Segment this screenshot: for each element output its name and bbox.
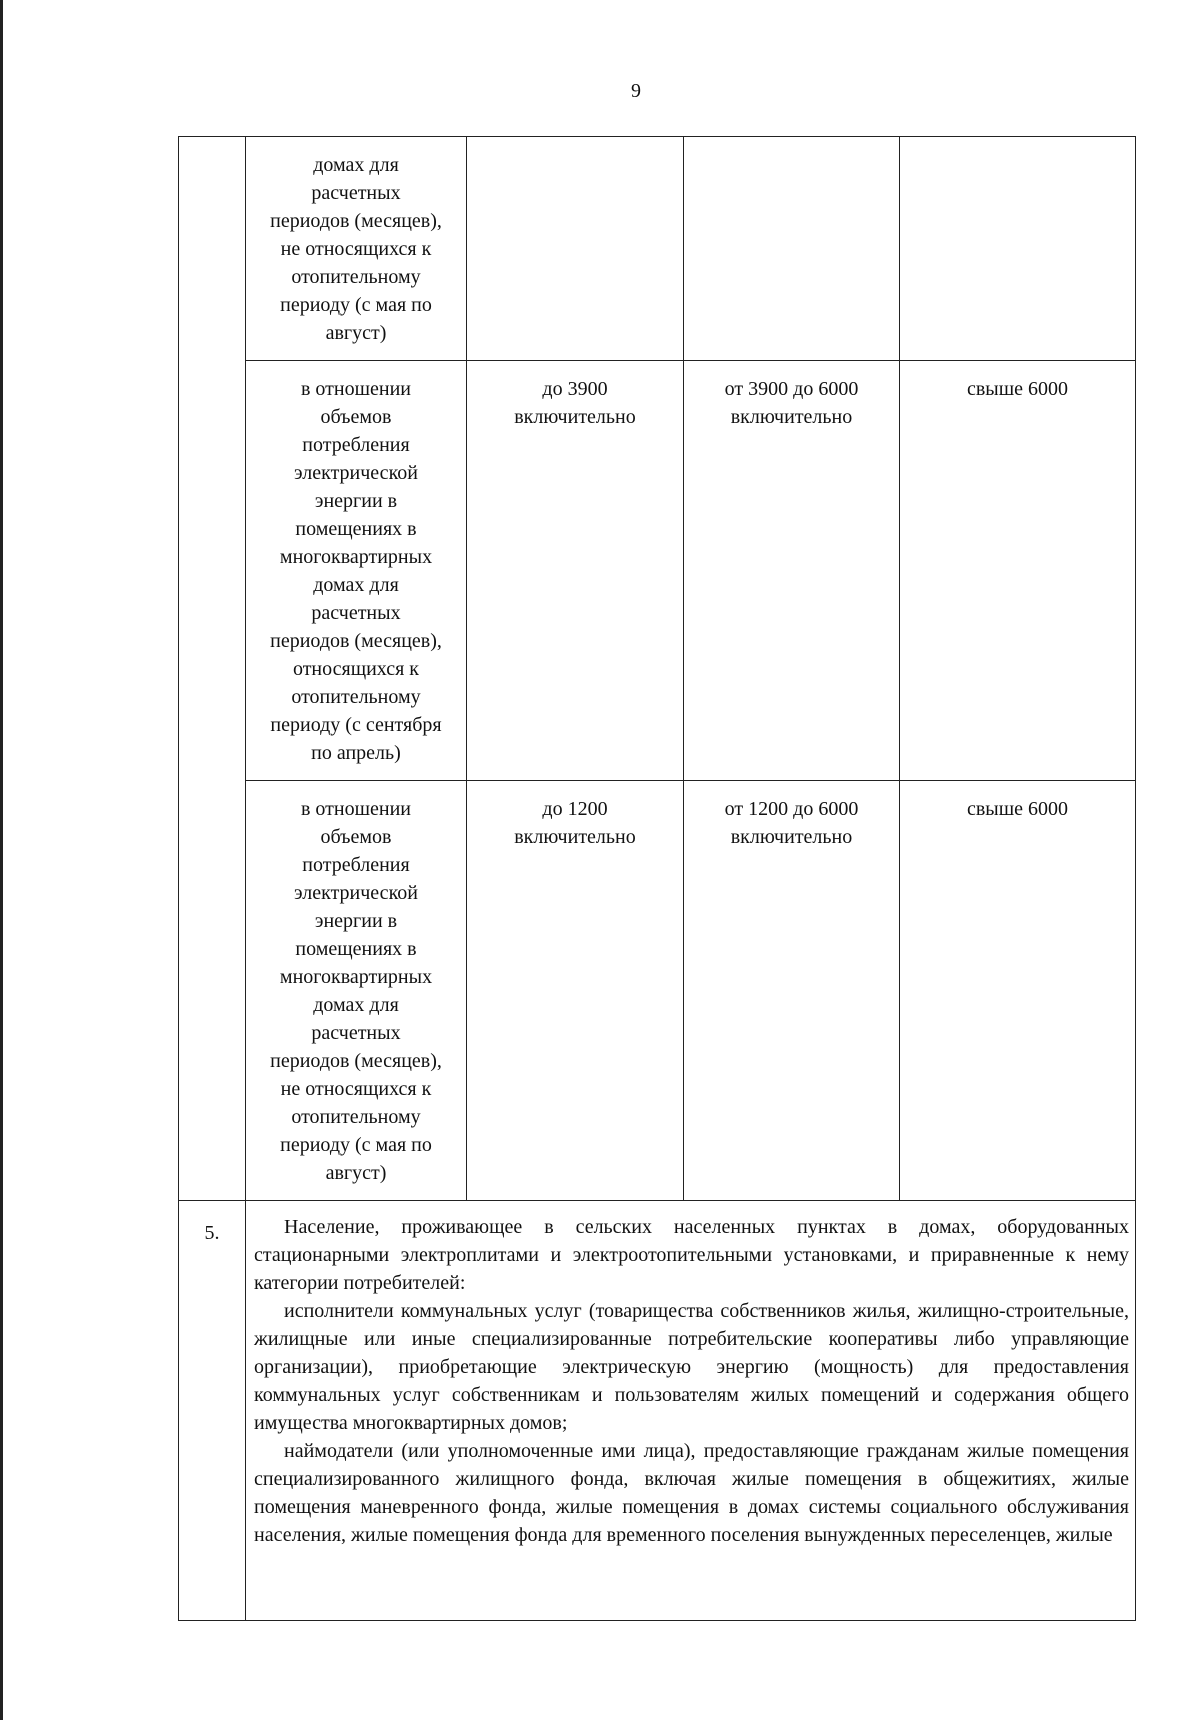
volume-high-value <box>900 781 1135 823</box>
text-line: объемов <box>320 406 392 428</box>
text-line: периоду (с сентября <box>270 714 442 736</box>
text-line: расчетных <box>311 182 401 204</box>
table-row <box>179 1201 1136 1621</box>
text-line: потребления <box>302 854 410 876</box>
text-line: периодов (месяцев), <box>270 1050 442 1072</box>
text-line: помещениях в <box>295 938 417 960</box>
text-line: до 3900 <box>542 378 608 400</box>
text-line: периоду (с мая по <box>280 1134 432 1156</box>
description-cell <box>246 361 467 781</box>
text-line: объемов <box>320 826 392 848</box>
text-line: домах для <box>313 574 399 596</box>
text-line: от 3900 до 6000 <box>724 378 859 400</box>
paragraph: Население, проживающее в сельских населенных пунктах в домах, оборудованных стационарными электроплитами и электроотопительными установками, и приравненные к нему категории потребителей: <box>254 1216 1129 1294</box>
text-line: многоквартирных <box>279 546 433 568</box>
category-description-cell <box>246 1201 1136 1621</box>
text-line: многоквартирных <box>279 966 433 988</box>
text-line: свыше 6000 <box>966 378 1069 400</box>
text-line: включительно <box>730 826 853 848</box>
text-line: энергии в <box>314 910 398 932</box>
volume-high-cell <box>900 361 1136 781</box>
text-line: свыше 6000 <box>966 798 1069 820</box>
text-line: отопительному <box>291 1106 421 1128</box>
scan-edge <box>0 0 3 1720</box>
text-line: электрической <box>294 882 418 904</box>
row-number-cell <box>179 137 246 361</box>
page-number: 9 <box>631 80 641 102</box>
text-line: в отношении <box>300 378 411 400</box>
description-text <box>246 781 466 1193</box>
volume-low-value <box>467 781 683 851</box>
text-line: август) <box>325 322 387 344</box>
text-line: домах для <box>313 154 399 176</box>
volume-low-cell <box>467 361 684 781</box>
description-text <box>246 137 466 353</box>
text-line: в отношении <box>300 798 411 820</box>
row-number-cell <box>179 1201 246 1621</box>
row-number-cell <box>179 781 246 1201</box>
text-line: от 1200 до 6000 <box>724 798 859 820</box>
text-line: расчетных <box>311 602 401 624</box>
description-cell <box>246 781 467 1201</box>
volume-low-cell <box>467 137 684 361</box>
description-text <box>246 361 466 773</box>
text-line: периодов (месяцев), <box>270 630 442 652</box>
volume-mid-cell <box>684 137 900 361</box>
text-line: домах для <box>313 994 399 1016</box>
text-line: по апрель) <box>311 742 401 764</box>
text-line: относящихся к <box>292 658 420 680</box>
row-number: 5. <box>204 1222 220 1244</box>
volume-mid-cell <box>684 781 900 1201</box>
volume-low-cell <box>467 781 684 1201</box>
text-line: помещениях в <box>295 518 417 540</box>
text-line: отопительному <box>291 266 421 288</box>
volume-low-value <box>467 361 683 431</box>
text-line: до 1200 <box>542 798 608 820</box>
volume-high-cell <box>900 137 1136 361</box>
text-line: расчетных <box>311 1022 401 1044</box>
description-cell <box>246 137 467 361</box>
table-row <box>179 781 1136 1201</box>
volume-high-cell <box>900 781 1136 1201</box>
text-line: включительно <box>514 406 636 428</box>
text-line: включительно <box>514 826 636 848</box>
text-line: периоду (с мая по <box>280 294 432 316</box>
volume-mid-value <box>684 781 899 851</box>
volume-high-value <box>900 361 1135 403</box>
paragraph: исполнители коммунальных услуг (товарищества собственников жилья, жилищно-строительные, жилищные или иные специализированные потребительские кооперативы либо управляющие организации), приобретающие электрическую энергию (мощность) для предоставления коммунальных услуг собственникам и пользователям жилых помещений и содержания общего имущества многоквартирных домов; <box>254 1300 1129 1434</box>
text-line: не относящихся к <box>280 238 432 260</box>
volume-mid-value <box>684 361 899 431</box>
category-description <box>246 1201 1135 1553</box>
text-line: энергии в <box>314 490 398 512</box>
text-line: не относящихся к <box>280 1078 432 1100</box>
volume-mid-cell <box>684 361 900 781</box>
table-row <box>179 361 1136 781</box>
table-row <box>179 137 1136 361</box>
text-line: электрической <box>294 462 418 484</box>
text-line: периодов (месяцев), <box>270 210 442 232</box>
paragraph: наймодатели (или уполномоченные ими лица), предоставляющие гражданам жилые помещения специализированного жилищного фонда, включая жилые помещения в общежитиях, жилые помещения маневренного фонда, жилые помещения в домах системы социального обслуживания населения, жилые помещения фонда для временного поселения вынужденных переселенцев, жилые <box>254 1440 1129 1546</box>
text-line: отопительному <box>291 686 421 708</box>
tariff-table <box>178 136 1136 1621</box>
text-line: потребления <box>302 434 410 456</box>
text-line: включительно <box>730 406 853 428</box>
row-number-cell <box>179 361 246 781</box>
text-line: август) <box>325 1162 387 1184</box>
